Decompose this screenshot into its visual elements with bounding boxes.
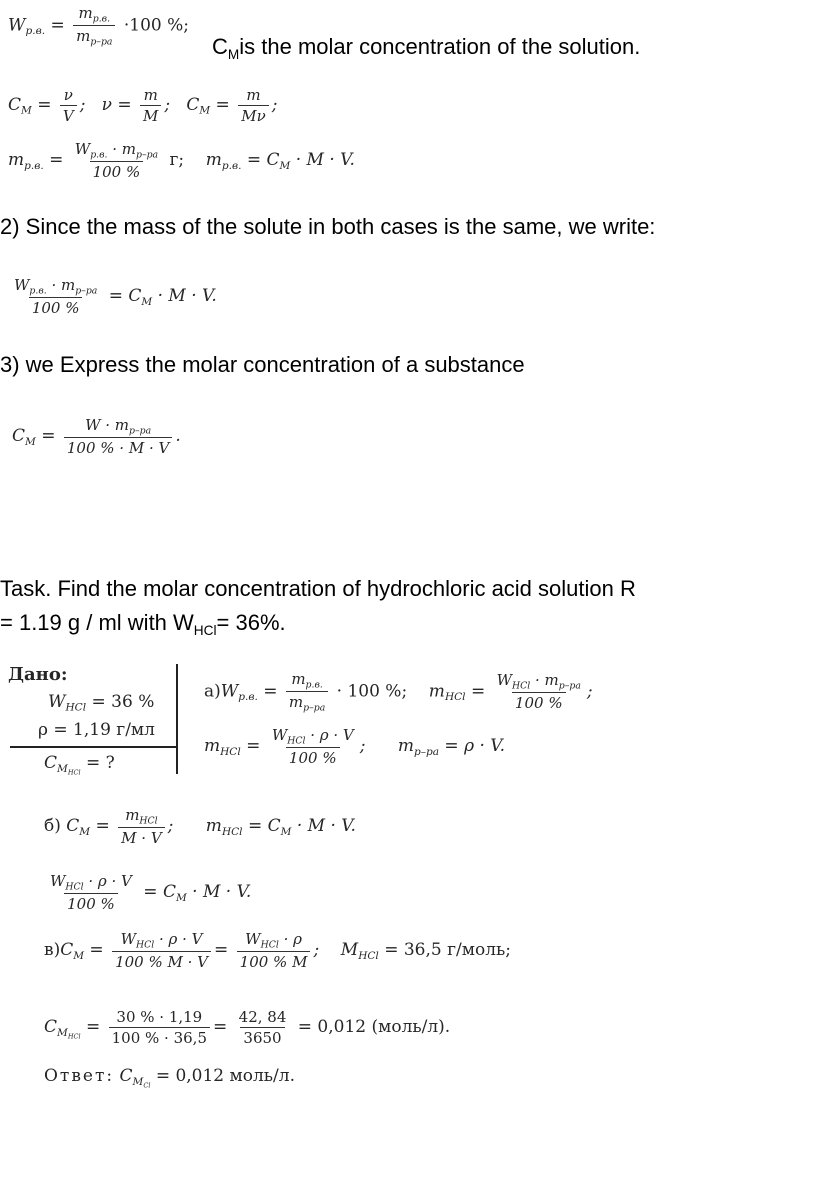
given-find: $C_{M_{HCl}}$ = ? [44, 753, 115, 776]
given-title: Дано: [8, 664, 68, 685]
formula-step3: $C_M$ = $\frac{W \cdot m_{р-ра}}{100 \% \cdot M \cdot V}$ . [12, 416, 181, 458]
solution-numeric: $C_{M_{HCl}}$ = $\frac{30 \% \cdot 1,19}{100 \% \cdot 36,5}$ = $\frac{42, 84}{3650}$ = 0,012 (моль/л). [44, 1008, 451, 1047]
given-vline [176, 664, 178, 774]
cm-definition: $C_Mis$ the molar concentration of the solution. [212, 34, 641, 62]
solution-c: $в)C_M$ = $\frac{W_{HCl} \cdot \rho \cdot V}{100 \% M \cdot V}$ = $\frac{W_{HCl} \cdot \rho}{100 \% M}$ ; $M_{HCl} = 36,5$ г/моль; [44, 930, 511, 972]
task-line2: = 1.19 g / ml with $W_{HCl}= 36\%$. [0, 610, 286, 638]
formula-cm-definitions: $C_M$ = $\frac{\nu}{V}$ ; ν = $\frac{m}{M}$ ; $C_M$ = $\frac{m}{M\nu}$ ; [8, 86, 278, 125]
solution-b: б) $C_M$ = $\frac{m_{HCl}}{M \cdot V}$ ; $m_{HCl} = C_M \cdot M \cdot V$. [44, 806, 356, 848]
given-rho: ρ = 1,19 г/мл [38, 720, 155, 740]
formula-w-fraction: $W_{р.в.}$ = $\frac{m_{р.в.}}{m_{р-ра}}$ ·100 %; [8, 4, 189, 48]
formula-step2: $\frac{W_{р.в.} \cdot m_{р-ра}}{100 \%}$ = $C_M \cdot M \cdot V$. [14, 276, 217, 318]
task-line1: Task. Find the molar concentration of hydrochloric acid solution R [0, 576, 636, 601]
answer-line: Ответ: $C_{M_{Cl}} = 0,012$ моль/л. [44, 1066, 295, 1089]
given-hline [10, 746, 176, 748]
step2-text: 2) Since the mass of the solute in both cases is the same, we write: [0, 214, 656, 239]
step3-text: 3) we Express the molar concentration of a substance [0, 352, 525, 377]
given-w: $W_{HCl} = 36$ % [48, 692, 155, 714]
solution-a-row2: $m_{HCl}$ = $\frac{W_{HCl} \cdot \rho \cdot V}{100 \%}$ ; $m_{р-ра} = \rho \cdot V$. [204, 726, 505, 768]
solution-b-eq2: $\frac{W_{HCl} \cdot \rho \cdot V}{100 \%}$ = $C_M \cdot M \cdot V$. [50, 872, 252, 914]
formula-mass-solute: $m_{р.в.}$ = $\frac{W_{р.в.} \cdot m_{р-ра}}{100 \%}$ г; $m_{р.в.} = C_M \cdot M \cdot V$. [8, 140, 355, 182]
solution-a-row1: $а)W_{р.в.}$ = $\frac{m_{р.в.}}{m_{р-ра}}$ · 100 %; $m_{HCl}$ = $\frac{W_{HCl} \cdot m_{р-ра}}{100 \%}$ ; [204, 670, 593, 714]
